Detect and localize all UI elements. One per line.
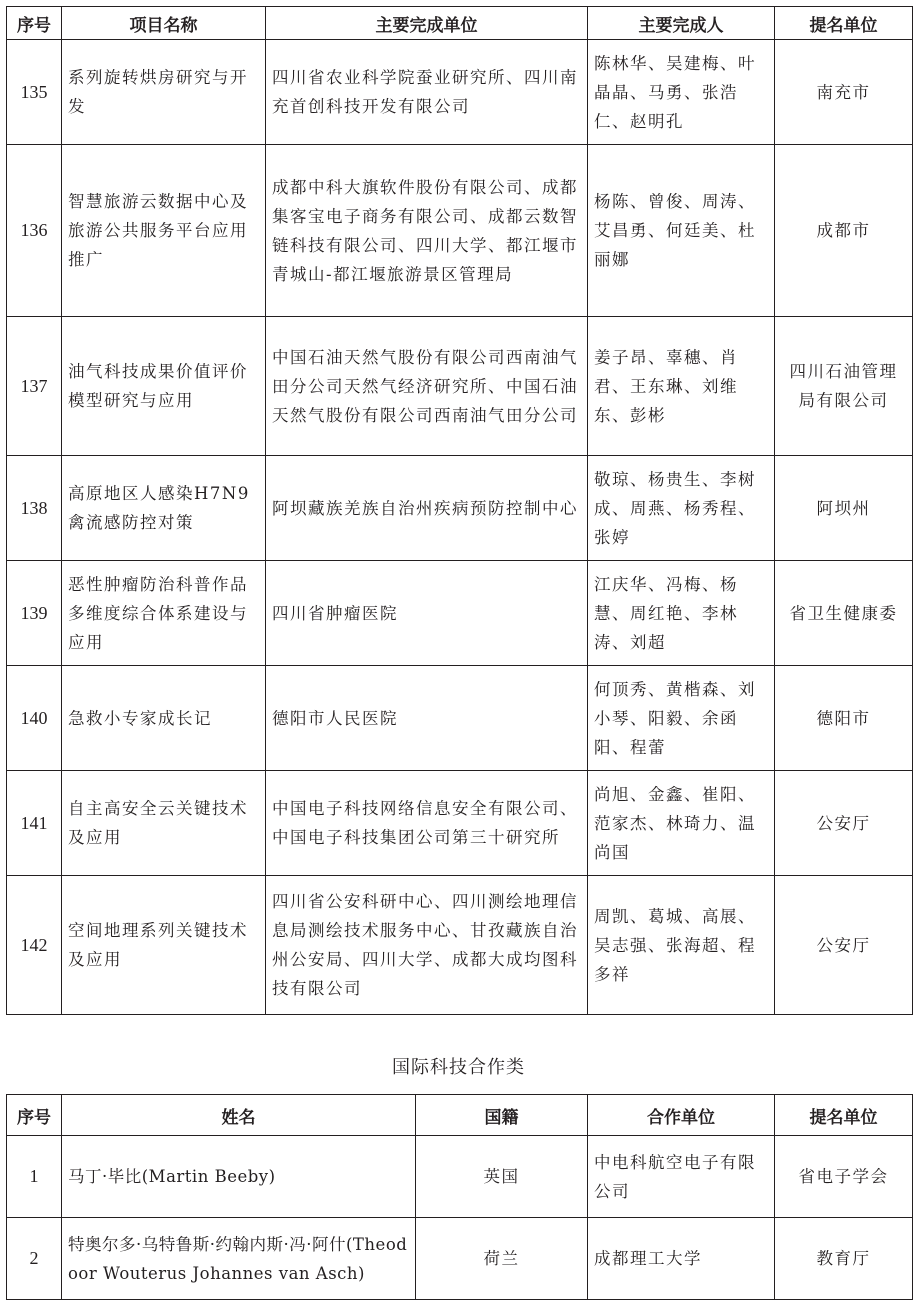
row-units: 四川省农业科学院蚕业研究所、四川南充首创科技开发有限公司 — [266, 40, 588, 145]
row-nationality: 荷兰 — [416, 1218, 588, 1300]
row-units: 中国石油天然气股份有限公司西南油气田分公司天然气经济研究所、中国石油天然气股份有限公司西南油气田分公司 — [266, 317, 588, 456]
row-nationality: 英国 — [416, 1136, 588, 1218]
header-partner-unit: 合作单位 — [588, 1095, 775, 1136]
table-row — [7, 456, 913, 561]
table-row — [7, 771, 913, 876]
row-partner-unit: 成都理工大学 — [588, 1218, 775, 1300]
row-nominator: 阿坝州 — [775, 456, 913, 561]
header-person-name: 姓名 — [62, 1095, 416, 1136]
row-nominator: 南充市 — [775, 40, 913, 145]
row-people: 周凯、葛城、高展、吴志强、张海超、程多祥 — [588, 876, 775, 1015]
row-serial: 142 — [7, 876, 62, 1015]
row-units: 四川省公安科研中心、四川测绘地理信息局测绘技术服务中心、甘孜藏族自治州公安局、四川大学、成都大成均图科技有限公司 — [266, 876, 588, 1015]
row-nominator: 公安厅 — [775, 771, 913, 876]
header-main-people: 主要完成人 — [588, 7, 775, 40]
row-serial: 2 — [7, 1218, 62, 1300]
row-units: 成都中科大旗软件股份有限公司、成都集客宝电子商务有限公司、成都云数智链科技有限公司、四川大学、都江堰市青城山-都江堰旅游景区管理局 — [266, 145, 588, 317]
table-row — [7, 561, 913, 666]
row-nominator: 教育厅 — [775, 1218, 913, 1300]
row-units: 阿坝藏族羌族自治州疾病预防控制中心 — [266, 456, 588, 561]
header-serial: 序号 — [7, 1095, 62, 1136]
row-project-name: 系列旋转烘房研究与开发 — [62, 40, 266, 145]
row-partner-unit: 中电科航空电子有限公司 — [588, 1136, 775, 1218]
table-row — [7, 876, 913, 1015]
intl-header-row — [7, 1095, 913, 1136]
row-people: 姜子昂、辜穗、肖君、王东琳、刘维东、彭彬 — [588, 317, 775, 456]
intl-section-title: 国际科技合作类 — [392, 1057, 525, 1078]
row-project-name: 恶性肿瘤防治科普作品多维度综合体系建设与应用 — [62, 561, 266, 666]
row-project-name: 智慧旅游云数据中心及旅游公共服务平台应用推广 — [62, 145, 266, 317]
row-serial: 138 — [7, 456, 62, 561]
intl-cooperation-table — [6, 1094, 913, 1300]
row-people: 尚旭、金鑫、崔阳、范家杰、林琦力、温尚国 — [588, 771, 775, 876]
table-row — [7, 145, 913, 317]
header-project-name: 项目名称 — [62, 7, 266, 40]
row-nominator: 公安厅 — [775, 876, 913, 1015]
row-serial: 140 — [7, 666, 62, 771]
row-nominator: 四川石油管理局有限公司 — [775, 317, 913, 456]
table-row — [7, 1218, 913, 1300]
main-awards-table — [6, 6, 913, 1015]
row-people: 何顶秀、黄楷森、刘小琴、阳毅、余函阳、程蕾 — [588, 666, 775, 771]
row-serial: 1 — [7, 1136, 62, 1218]
header-nominator: 提名单位 — [775, 1095, 913, 1136]
row-project-name: 急救小专家成长记 — [62, 666, 266, 771]
row-nominator: 成都市 — [775, 145, 913, 317]
table-row — [7, 317, 913, 456]
row-nominator: 省卫生健康委 — [775, 561, 913, 666]
table-row — [7, 666, 913, 771]
row-project-name: 油气科技成果价值评价模型研究与应用 — [62, 317, 266, 456]
row-person-name: 马丁·毕比(Martin Beeby) — [62, 1136, 416, 1218]
row-project-name: 高原地区人感染H7N9禽流感防控对策 — [62, 456, 266, 561]
row-people: 敬琼、杨贵生、李树成、周燕、杨秀程、张婷 — [588, 456, 775, 561]
row-serial: 141 — [7, 771, 62, 876]
row-project-name: 自主高安全云关键技术及应用 — [62, 771, 266, 876]
row-nominator: 德阳市 — [775, 666, 913, 771]
header-serial: 序号 — [7, 7, 62, 40]
row-serial: 136 — [7, 145, 62, 317]
row-serial: 139 — [7, 561, 62, 666]
main-header-row — [7, 7, 913, 40]
row-serial: 135 — [7, 40, 62, 145]
row-project-name: 空间地理系列关键技术及应用 — [62, 876, 266, 1015]
row-serial: 137 — [7, 317, 62, 456]
row-nominator: 省电子学会 — [775, 1136, 913, 1218]
header-main-units: 主要完成单位 — [266, 7, 588, 40]
header-nationality: 国籍 — [416, 1095, 588, 1136]
row-people: 江庆华、冯梅、杨慧、周红艳、李林涛、刘超 — [588, 561, 775, 666]
row-people: 杨陈、曾俊、周涛、艾昌勇、何廷美、杜丽娜 — [588, 145, 775, 317]
row-units: 中国电子科技网络信息安全有限公司、中国电子科技集团公司第三十研究所 — [266, 771, 588, 876]
table-row — [7, 40, 913, 145]
row-units: 德阳市人民医院 — [266, 666, 588, 771]
table-row — [7, 1136, 913, 1218]
header-nominator: 提名单位 — [775, 7, 913, 40]
row-people: 陈林华、吴建梅、叶晶晶、马勇、张浩仁、赵明孔 — [588, 40, 775, 145]
row-person-name: 特奥尔多·乌特鲁斯·约翰内斯·冯·阿什(Theodoor Wouterus Johannes van Asch) — [62, 1218, 416, 1300]
row-units: 四川省肿瘤医院 — [266, 561, 588, 666]
